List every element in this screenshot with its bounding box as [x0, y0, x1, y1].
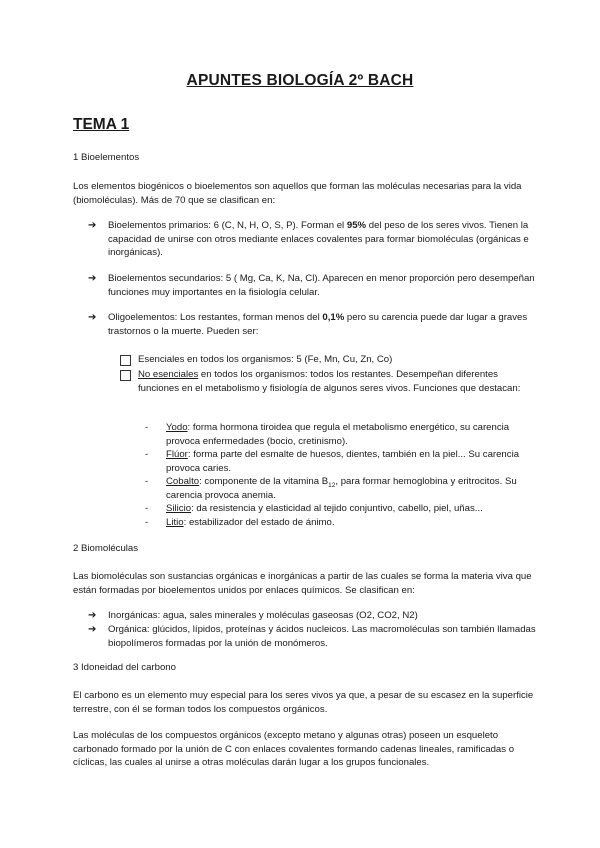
checkbox-icon — [120, 355, 131, 366]
list-item-inorganicas: ➔ Inorgánicas: agua, sales minerales y moléculas gaseosas (O2, CO2, N2) — [88, 610, 418, 621]
arrow-bullet-icon: ➔ — [88, 273, 97, 284]
list-item-organica: ➔ Orgánica: glúcidos, lípidos, proteínas y ácidos nucleicos. Las macromoléculas son también llamadas biopolímeros formadas por la unión de monómeros. — [88, 624, 536, 649]
section-title: TEMA 1 — [73, 116, 130, 133]
document-title: APUNTES BIOLOGÍA 2º BACH — [186, 72, 414, 89]
paragraph-bioelementos-intro: Los elementos biogénicos o bioelementos son aquellos que forman las moléculas necesarias para la vida (biomoléculas). Más de 70 que se clasifican en: — [73, 181, 522, 206]
list-item-silicio: - Silicio: da resistencia y elasticidad al tejido conjuntivo, cabello, piel, uñas... — [145, 503, 483, 514]
arrow-bullet-icon: ➔ — [88, 624, 97, 635]
arrow-bullet-icon: ➔ — [88, 312, 97, 323]
paragraph-carbono-2: Las moléculas de los compuestos orgánicos (excepto metano y algunas otras) poseen un esqueleto carbonado formado por la unión de C con enlaces covalentes formando cadenas lineales, ramificadas o cíclicas, las cuales al unirse a otras moléculas darán lugar a los grupos funcionales. — [73, 730, 515, 769]
checklist-item-no-esenciales: No esenciales en todos los organismos: todos los restantes. Desempeñan diferentes funciones en el metabolismo y fisiología de algunos seres vivos. Funciones que destacan: — [120, 368, 535, 395]
arrow-bullet-icon: ➔ — [88, 610, 97, 621]
paragraph-carbono-1: El carbono es un elemento muy especial para los seres vivos ya que, a pesar de su escasez en la superficie terrestre, con él se forman todos los compuestos orgánicos. — [73, 690, 534, 715]
list-item-litio: - Litio: estabilizador del estado de ánimo. — [145, 517, 335, 528]
list-item-primarios: ➔ Bioelementos primarios: 6 (C, N, H, O, S, P). Forman el 95% del peso de los seres vivos. Tienen la capacidad de unirse con otros mediante enlaces covalentes para formar biomoléculas (orgánicas e inorgánicas). — [88, 220, 529, 259]
checklist-item-esenciales: Esenciales en todos los organismos: 5 (Fe, Mn, Cu, Zn, Co) — [120, 353, 535, 367]
heading-idoneidad-carbono: 3 Idoneidad del carbono — [73, 662, 176, 673]
heading-biomoleculas: 2 Biomoléculas — [73, 543, 139, 554]
arrow-bullet-icon: ➔ — [88, 220, 97, 231]
list-item-oligoelementos: ➔ Oligoelementos: Los restantes, forman menos del 0,1% pero su carencia puede dar lugar a graves trastornos o la muerte. Pueden ser: — [88, 312, 528, 337]
paragraph-biomoleculas-intro: Las biomoléculas son sustancias orgánicas e inorgánicas a partir de las cuales se forma la materia viva que están formadas por bioelementos unidos por enlaces químicos. Se clasifican en: — [73, 571, 532, 596]
checkbox-icon — [120, 370, 131, 381]
list-item-secundarios: ➔ Bioelementos secundarios: 5 ( Mg, Ca, K, Na, Cl). Aparecen en menor proporción pero desempeñan funciones muy importantes en la fisiología celular. — [88, 273, 535, 298]
heading-bioelementos: 1 Bioelementos — [73, 152, 140, 163]
list-item-fluor: - Flúor: forma parte del esmalte de huesos, dientes, también en la piel... Su carencia provoca caries. — [145, 449, 520, 474]
list-item-cobalto: - Cobalto: componente de la vitamina $B_{12}$, para formar hemoglobina y eritrocitos. Su carencia provoca anemia. — [145, 476, 517, 501]
list-item-yodo: - Yodo: forma hormona tiroidea que regula el metabolismo energético, su carencia provoca enfermedades (bocio, cretinismo). — [145, 422, 510, 447]
